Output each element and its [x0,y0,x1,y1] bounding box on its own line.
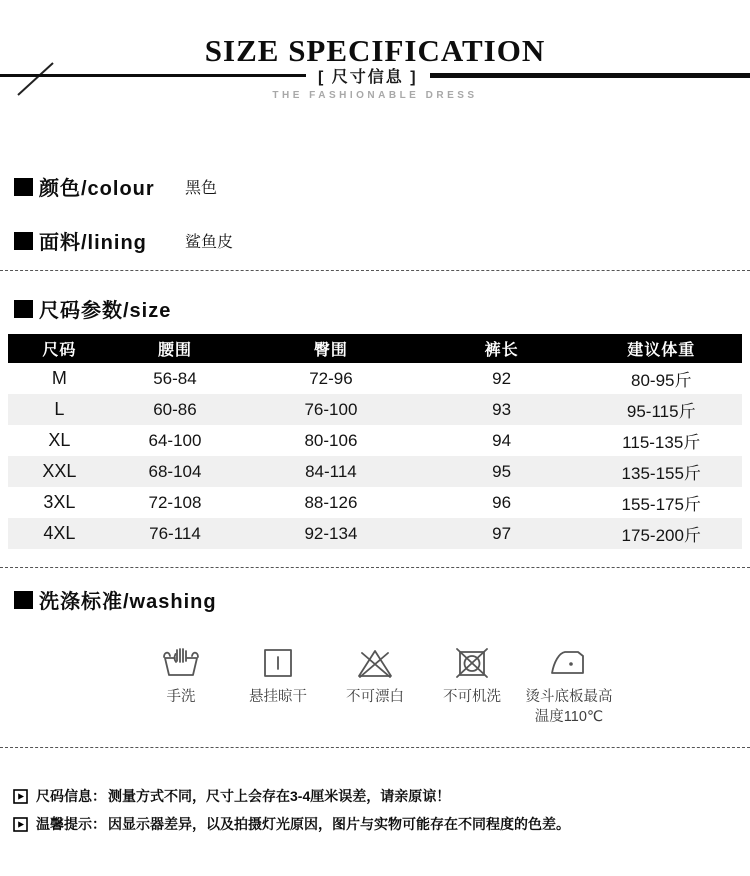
wash-label: 手洗 [166,689,196,705]
column-header: 建议体重 [580,334,742,363]
wash-item [521,645,618,727]
size-cell: M [51,368,67,388]
value-cell: 76-100 [304,399,358,419]
value-cell: 68-104 [148,461,202,481]
value-cell: 72-108 [148,492,202,512]
value-cell: 56-84 [153,368,197,388]
size-table-header [8,334,742,363]
note-title: 尺码信息： [36,788,106,804]
no-bleach-icon [355,645,395,681]
wash-label: 烫斗底板最高温度110℃ [525,689,613,725]
divider-line-right [430,73,750,78]
value-cell: 64-100 [148,430,202,450]
value-cell: 80-106 [304,430,358,450]
value-cell: 135-155斤 [621,464,701,483]
tagline: THE FASHIONABLE DRESS [272,90,478,101]
wash-label: 不可机洗 [443,689,501,705]
value-cell: 84-114 [305,461,357,481]
value-cell: 60-86 [153,399,197,419]
hand-wash-icon [161,645,201,681]
value-cell: 175-200斤 [621,526,701,545]
section-washing [14,585,217,614]
size-table [8,334,742,549]
section-label: 尺码参数/size [39,300,172,322]
column-header: 裤长 [423,334,581,363]
size-cell: XXL [42,461,77,481]
wash-item [424,645,521,727]
wash-item [230,645,327,727]
size-table-body [8,363,742,549]
washing-symbols [0,645,750,727]
table-row [8,518,742,549]
value-cell: 72-96 [309,368,353,388]
play-bullet-icon [13,789,28,804]
table-row [8,425,742,456]
value-cell: 88-126 [304,492,358,512]
column-header: 尺码 [8,334,111,363]
value-cell: 94 [492,430,512,450]
table-row [8,363,742,394]
note-color-tip [13,814,570,834]
play-bullet-icon [13,817,28,832]
note-text: 测量方式不同，尺寸上会存在3-4厘米误差，请亲原谅！ [108,788,451,804]
value-cell: 92-134 [304,523,358,543]
value-cell: 80-95斤 [631,371,692,390]
subtitle: [ 尺寸信息 ] [318,68,418,86]
page-title: SIZE SPECIFICATION [204,33,546,68]
size-cell: 3XL [43,492,76,512]
hang-dry-icon [258,645,298,681]
column-header: 腰围 [111,334,239,363]
value-cell: 76-114 [149,523,201,543]
divider-line-left [0,74,306,77]
wash-label: 悬挂晾干 [249,689,307,705]
value-cell: 97 [492,523,512,543]
section-label: 洗涤标准/washing [39,591,217,613]
iron-max-temp-icon [549,645,589,681]
wash-label: 不可漂白 [346,689,404,705]
black-square-bullet [14,178,33,196]
dotted-divider [0,270,750,271]
no-machine-wash-icon [452,645,492,681]
column-header: 臀围 [239,334,423,363]
section-size [14,294,171,323]
value-cell: 95 [492,461,512,481]
size-cell: 4XL [43,523,76,543]
black-square-bullet [14,300,33,318]
note-size-info [13,786,450,806]
dotted-divider [0,567,750,568]
attribute-value: 黑色 [185,180,218,197]
attribute-colour [14,172,217,201]
size-cell: L [54,399,65,419]
wash-item [133,645,230,727]
value-cell: 92 [492,368,512,388]
size-cell: XL [48,430,71,450]
subtitle-divider [0,65,750,85]
value-cell: 95-115斤 [626,402,696,421]
wash-item [327,645,424,727]
attribute-lining [14,226,233,255]
attribute-value: 鲨鱼皮 [185,234,234,251]
table-row [8,456,742,487]
note-text: 因显示器差异，以及拍摄灯光原因，图片与实物可能存在不同程度的色差。 [108,816,570,832]
value-cell: 155-175斤 [621,495,701,514]
value-cell: 93 [492,399,512,419]
value-cell: 115-135斤 [622,433,701,452]
attribute-label: 面料/lining [39,232,147,254]
table-row [8,487,742,518]
table-row [8,394,742,425]
note-title: 温馨提示： [36,816,106,832]
value-cell: 96 [492,492,512,512]
attribute-label: 颜色/colour [39,178,155,200]
black-square-bullet [14,591,33,609]
black-square-bullet [14,232,33,250]
dotted-divider [0,747,750,748]
